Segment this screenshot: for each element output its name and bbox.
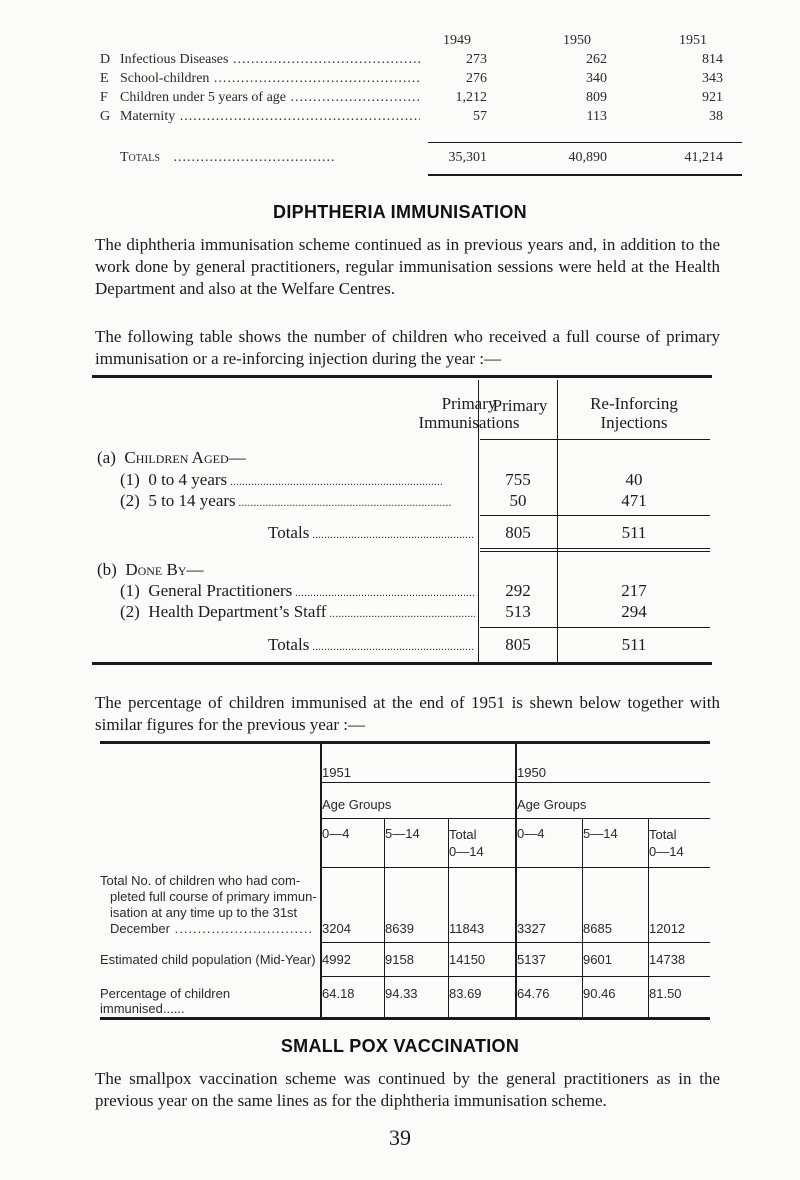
pt-groups-rule — [322, 818, 710, 819]
cell: 64.18 — [322, 986, 355, 1001]
cell: 50 — [509, 491, 527, 510]
pt-row-rule — [322, 976, 710, 977]
cell: 340 — [586, 71, 607, 86]
cell: 294 — [621, 602, 647, 621]
diphtheria-paragraph-1: The diphtheria immunisation scheme continued as in previous years and, in addition to the work done by general practitioners, regular immunisation sessions were held at the Health Department and also at the Welfare Centres. — [95, 235, 720, 298]
cell: 273 — [466, 52, 487, 67]
cell: 64.76 — [517, 986, 550, 1001]
cell: 94.33 — [385, 986, 418, 1001]
table-row — [100, 90, 723, 109]
page-number: 39 — [389, 1125, 411, 1150]
table-bottom-rule — [92, 662, 712, 665]
row1-label: Total No. of children who had com- pleted full course of primary immun- isation at any time up to the 31st December .............................. — [100, 873, 317, 936]
total-1950: 40,890 — [568, 150, 607, 165]
cell: 805 — [505, 635, 531, 654]
table-row — [100, 109, 723, 128]
cell: 8685 — [583, 921, 612, 936]
cell: 292 — [505, 581, 531, 600]
cell: 9601 — [583, 952, 612, 967]
pt-row-rule — [322, 942, 710, 943]
cell: 14738 — [649, 952, 686, 967]
totals-row — [100, 150, 723, 169]
row-label: Maternity ..... — [120, 109, 420, 125]
row2-label: Estimated child population (Mid-Year) — [100, 952, 316, 967]
cell: 217 — [621, 581, 647, 600]
cell: 1,212 — [455, 90, 487, 105]
totals-rule-bottom — [428, 174, 742, 176]
year-1951: 1951 — [679, 33, 707, 48]
totals-label: Totals .................................... — [120, 150, 336, 165]
row-letter: F — [100, 90, 108, 105]
section-b-row-2-label: (2) Health Department’s Staff ..... — [120, 602, 475, 622]
primary-header-line-1: Primary — [441, 394, 497, 413]
col-header-0-4: 0—4 — [517, 826, 545, 841]
header-rule — [480, 439, 710, 440]
notifications-table — [100, 33, 723, 128]
notifications-totals — [100, 150, 723, 169]
cell: 4992 — [322, 952, 351, 967]
col-header-5-14: 5—14 — [583, 826, 618, 841]
cell: 513 — [505, 602, 531, 621]
cell: 3327 — [517, 921, 546, 936]
smallpox-paragraph: The smallpox vaccination scheme was continued by the general practitioners as in the previous year on the same lines as for the diphtheria immunisation scheme. — [95, 1069, 720, 1110]
cell: 9158 — [385, 952, 414, 967]
cell: 814 — [702, 52, 723, 67]
section-a-row-2-label: (2) 5 to 14 years ..... — [120, 491, 475, 511]
cell: 809 — [586, 90, 607, 105]
reinforcing-header-line-1: Re-Inforcing — [590, 394, 678, 413]
col-header-5-14: 5—14 — [385, 826, 420, 841]
section-a-totals-rule-2 — [480, 551, 710, 552]
cell: 5137 — [517, 952, 546, 967]
cell: 57 — [473, 109, 487, 124]
reinforcing-header-line-2: Injections — [600, 413, 668, 432]
cell: 262 — [586, 52, 607, 67]
cell: 343 — [702, 71, 723, 86]
year-1950: 1950 — [563, 33, 591, 48]
row-label: Infectious Diseases ..... — [120, 52, 420, 68]
total-1951: 41,214 — [684, 150, 723, 165]
section-b-sub-rule — [480, 627, 710, 628]
cell: 471 — [621, 491, 647, 510]
section-a-sub-rule — [480, 515, 710, 516]
year-1949: 1949 — [443, 33, 471, 48]
cell: 81.50 — [649, 986, 682, 1001]
age-groups-header-1950: Age Groups — [517, 797, 587, 812]
section-a-totals-rule — [480, 548, 710, 549]
row3-label: Percentage of children immunised...... — [100, 986, 231, 1016]
diphtheria-paragraph-2: The following table shows the number of children who received a full course of primary immunisation or a re-inforcing injection during the year :— — [95, 327, 720, 368]
year-header-row — [100, 33, 720, 52]
pt-top-rule — [100, 741, 710, 744]
smallpox-heading: SMALL POX VACCINATION — [280, 1036, 520, 1056]
row-letter: G — [100, 109, 111, 124]
section-b-totals-label: Totals ..... — [268, 635, 475, 655]
cell: 83.69 — [449, 986, 482, 1001]
total-1949: 35,301 — [448, 150, 487, 165]
reinforcing-header-text — [558, 394, 710, 432]
row-label: School-children ..... — [120, 71, 420, 87]
pt-colhead-rule — [322, 867, 710, 868]
year-1950-header: 1950 — [517, 765, 546, 780]
row-label: Children under 5 years of age ..... — [120, 90, 420, 106]
section-a-totals-label: Totals ..... — [268, 523, 475, 543]
diphtheria-heading: DIPHTHERIA IMMUNISATION — [273, 202, 527, 222]
totals-rule-top — [428, 142, 742, 143]
col-header-0-4: 0—4 — [322, 826, 350, 841]
cell: 276 — [466, 71, 487, 86]
pt-bottom-rule — [100, 1017, 710, 1020]
col-header-total: Total 0—14 — [649, 827, 684, 859]
percentage-intro: The percentage of children immunised at the end of 1951 is shewn below together with similar figures for the previous year :— — [95, 693, 720, 734]
year-1951-header: 1951 — [322, 765, 351, 780]
cell: 3204 — [322, 921, 351, 936]
cell: 38 — [709, 109, 723, 124]
primary-header-line-2: Immunisations — [418, 413, 520, 432]
section-a-row-1-label: (1) 0 to 4 years ..... — [120, 470, 475, 490]
cell: 755 — [505, 470, 531, 489]
cell: 11843 — [449, 921, 485, 936]
cell: 511 — [621, 635, 647, 654]
age-groups-header-1951: Age Groups — [322, 797, 392, 812]
cell: 511 — [621, 523, 647, 542]
pt-year-rule — [322, 782, 710, 783]
cell: 921 — [702, 90, 723, 105]
cell: 40 — [625, 470, 643, 489]
table-row — [100, 71, 723, 90]
cell: 90.46 — [583, 986, 616, 1001]
table-row — [100, 52, 723, 71]
section-a-title: (a) Children Aged— — [97, 448, 246, 467]
section-b-title: (b) Done By— — [97, 560, 204, 579]
cell: 14150 — [449, 952, 486, 967]
cell: 8639 — [385, 921, 414, 936]
primary-header-text — [380, 394, 558, 432]
section-b-row-1-label: (1) General Practitioners ..... — [120, 581, 475, 601]
table-top-rule — [92, 375, 712, 378]
cell: 113 — [586, 109, 607, 124]
row-letter: D — [100, 52, 111, 67]
cell: 805 — [505, 523, 531, 542]
header-line: Primary — [492, 396, 548, 415]
cell: 12012 — [649, 921, 686, 936]
col-header-total: Total 0—14 — [449, 827, 484, 859]
row-letter: E — [100, 71, 109, 86]
